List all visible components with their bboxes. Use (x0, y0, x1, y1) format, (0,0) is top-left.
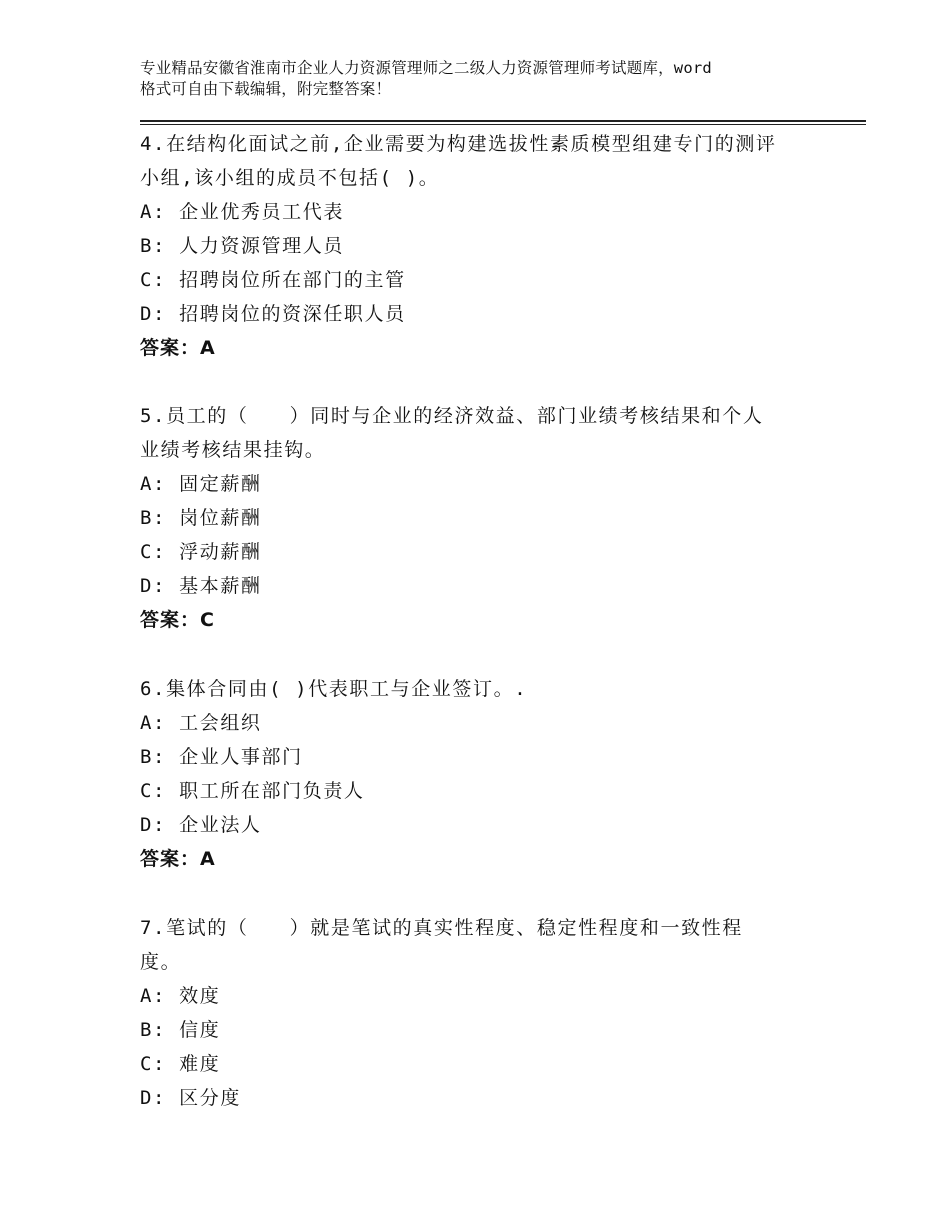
question-4 (140, 127, 820, 365)
question-5 (140, 399, 820, 637)
stem-line: 业绩考核结果挂钩。 (140, 439, 326, 461)
option-a: A: 工会组织 (140, 712, 262, 734)
question-stem (140, 127, 820, 195)
header-divider-thin (140, 124, 866, 125)
question-6 (140, 672, 820, 876)
option-b: B: 岗位薪酬 (140, 507, 262, 529)
stem-line: 小组,该小组的成员不包括( )。 (140, 167, 440, 189)
question-stem (140, 672, 820, 706)
answer: 答案：C (140, 609, 215, 631)
option-d: D: 区分度 (140, 1087, 241, 1109)
option-c: C: 职工所在部门负责人 (140, 780, 365, 802)
stem-line: 4.在结构化面试之前,企业需要为构建选拔性素质模型组建专门的测评 (140, 133, 777, 155)
option-b: B: 人力资源管理人员 (140, 235, 344, 257)
option-c: C: 难度 (140, 1053, 221, 1075)
header-line-1: 专业精品安徽省淮南市企业人力资源管理师之二级人力资源管理师考试题库，word (140, 59, 712, 77)
header-line-2: 格式可自由下载编辑，附完整答案！ (140, 80, 392, 98)
question-7 (140, 911, 820, 1115)
option-d: D: 招聘岗位的资深任职人员 (140, 303, 406, 325)
option-a: A: 企业优秀员工代表 (140, 201, 344, 223)
option-d: D: 基本薪酬 (140, 575, 262, 597)
option-b: B: 企业人事部门 (140, 746, 303, 768)
header-divider-thick (140, 120, 866, 122)
option-d: D: 企业法人 (140, 814, 262, 836)
answer: 答案：A (140, 337, 216, 359)
option-a: A: 固定薪酬 (140, 473, 262, 495)
option-c: C: 招聘岗位所在部门的主管 (140, 269, 406, 291)
stem-line: 6.集体合同由( )代表职工与企业签订。. (140, 678, 528, 700)
answer: 答案：A (140, 848, 216, 870)
question-stem (140, 399, 820, 467)
document-header (140, 58, 830, 100)
option-c: C: 浮动薪酬 (140, 541, 262, 563)
option-a: A: 效度 (140, 985, 221, 1007)
stem-line: 度。 (140, 951, 182, 973)
question-stem (140, 911, 820, 979)
stem-line: 5.员工的（ ）同时与企业的经济效益、部门业绩考核结果和个人 (140, 405, 764, 427)
stem-line: 7.笔试的（ ）就是笔试的真实性程度、稳定性程度和一致性程 (140, 917, 743, 939)
option-b: B: 信度 (140, 1019, 221, 1041)
